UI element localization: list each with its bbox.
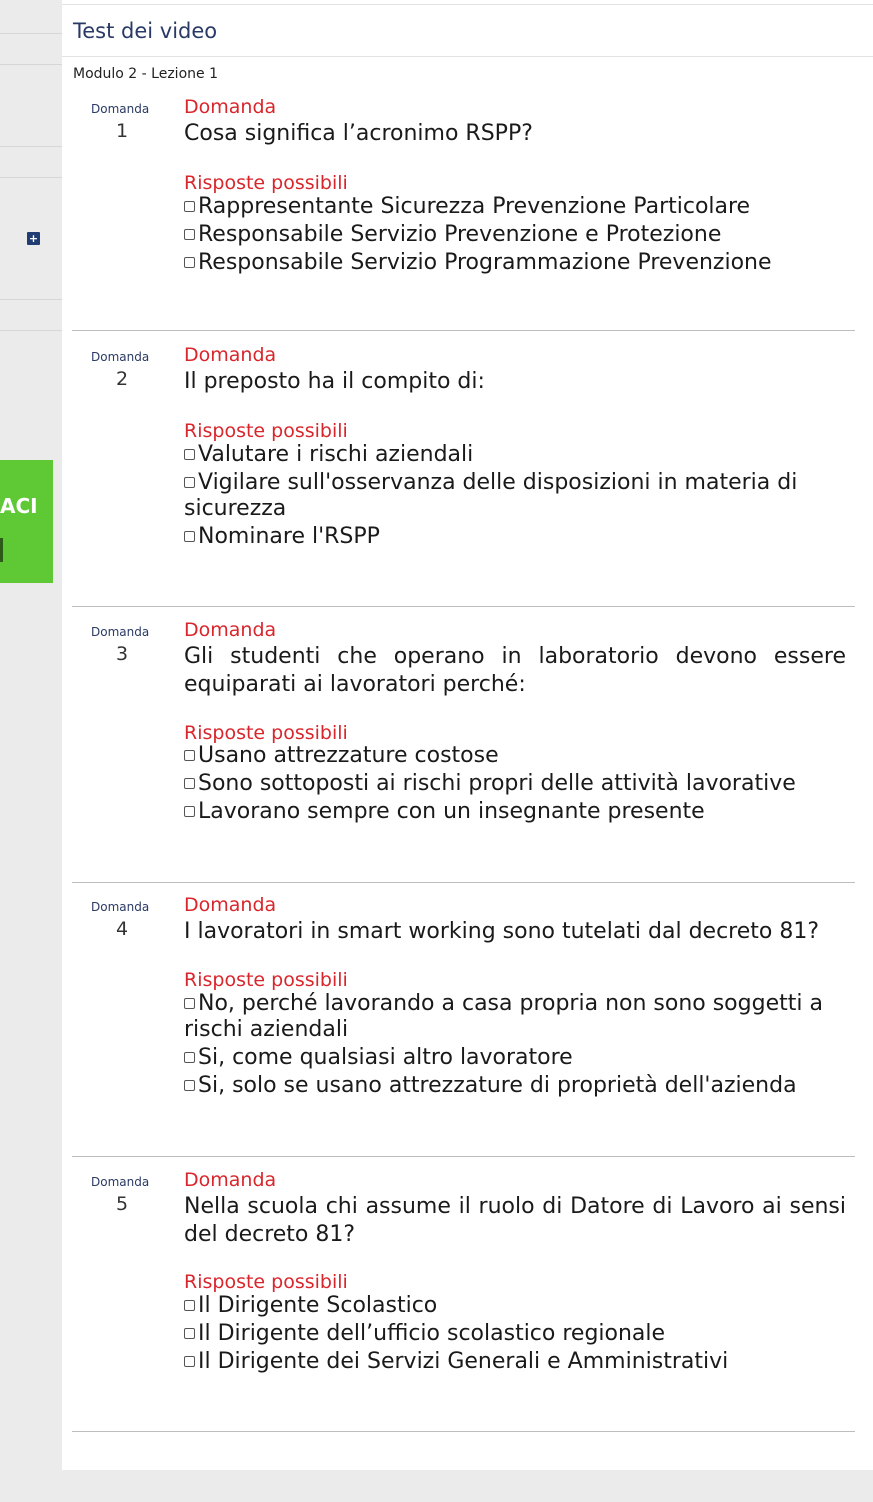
checkbox-icon[interactable] — [184, 201, 195, 212]
question-number: 5 — [116, 1193, 129, 1215]
question-text: Gli studenti che operano in laboratorio devono essere equiparati ai lavoratori perché: — [184, 644, 846, 697]
answer-option[interactable] — [184, 771, 846, 797]
question-divider — [72, 1156, 855, 1157]
question-text: Il preposto ha il compito di: — [184, 369, 485, 394]
checkbox-icon[interactable] — [184, 1356, 195, 1367]
checkbox-icon[interactable] — [184, 449, 195, 460]
quiz-panel — [62, 0, 873, 1470]
answers-label: Risposte possibili — [184, 969, 348, 991]
answer-text: Rappresentante Sicurezza Prevenzione Particolare — [198, 194, 751, 219]
sidebar-divider — [0, 64, 62, 65]
answer-text: Usano attrezzature costose — [198, 743, 499, 768]
sidebar-divider — [0, 33, 62, 34]
answer-option[interactable] — [184, 991, 846, 1043]
answer-text: Vigilare sull'osservanza delle disposizioni in materia di sicurezza — [184, 470, 798, 521]
module-label: Modulo 2 - Lezione 1 — [73, 66, 218, 82]
question-number: 4 — [116, 918, 129, 940]
checkbox-icon[interactable] — [184, 1328, 195, 1339]
answer-list — [184, 991, 846, 1101]
answer-text: Il Dirigente dell’ufficio scolastico regionale — [198, 1321, 666, 1346]
answers-label: Risposte possibili — [184, 1271, 348, 1293]
question-divider — [72, 606, 855, 607]
answer-text: Il Dirigente Scolastico — [198, 1293, 438, 1318]
answer-option[interactable] — [184, 743, 846, 769]
checkbox-icon[interactable] — [184, 806, 195, 817]
answer-option[interactable] — [184, 1073, 846, 1099]
question-tag: Domanda — [91, 900, 150, 914]
question-number: 2 — [116, 368, 129, 390]
expand-plus-icon[interactable]: + — [28, 232, 39, 245]
sidebar-divider — [0, 146, 62, 147]
sidebar-divider — [0, 177, 62, 178]
green-panel-marker — [0, 538, 3, 562]
checkbox-icon[interactable] — [184, 750, 195, 761]
sidebar-divider — [0, 299, 62, 300]
question-number: 3 — [116, 643, 129, 665]
green-panel-label: ACI — [0, 494, 38, 518]
answer-text: Si, solo se usano attrezzature di proprietà dell'azienda — [198, 1073, 797, 1098]
checkbox-icon[interactable] — [184, 477, 195, 488]
checkbox-icon[interactable] — [184, 257, 195, 268]
sidebar — [0, 0, 62, 1502]
answer-list — [184, 1293, 846, 1377]
answer-list — [184, 194, 846, 278]
answer-option[interactable] — [184, 442, 846, 468]
answer-option[interactable] — [184, 222, 846, 248]
answer-text: Responsabile Servizio Prevenzione e Protezione — [198, 222, 722, 247]
answer-option[interactable] — [184, 250, 846, 276]
question-label: Domanda — [184, 344, 277, 366]
answer-text: Nominare l'RSPP — [198, 524, 380, 549]
answer-text: Sono sottoposti ai rischi propri delle attività lavorative — [198, 771, 796, 796]
answer-text: Il Dirigente dei Servizi Generali e Amministrativi — [198, 1349, 729, 1374]
question-label: Domanda — [184, 619, 277, 641]
answer-list — [184, 743, 846, 827]
checkbox-icon[interactable] — [184, 998, 195, 1009]
answer-text: Valutare i rischi aziendali — [198, 442, 474, 467]
checkbox-icon[interactable] — [184, 778, 195, 789]
checkbox-icon[interactable] — [184, 1052, 195, 1063]
top-divider — [62, 4, 873, 5]
answer-option[interactable] — [184, 1349, 846, 1375]
question-label: Domanda — [184, 96, 277, 118]
sidebar-divider — [0, 330, 62, 331]
answer-text: Si, come qualsiasi altro lavoratore — [198, 1045, 573, 1070]
answer-list — [184, 442, 846, 552]
question-divider — [72, 330, 855, 331]
answers-label: Risposte possibili — [184, 172, 348, 194]
answer-option[interactable] — [184, 799, 846, 825]
question-tag: Domanda — [91, 1175, 150, 1189]
question-number: 1 — [116, 120, 129, 142]
question-tag: Domanda — [91, 350, 150, 364]
question-text: Nella scuola chi assume il ruolo di Datore di Lavoro ai sensi del decreto 81? — [184, 1194, 846, 1247]
question-tag: Domanda — [91, 625, 150, 639]
checkbox-icon[interactable] — [184, 1300, 195, 1311]
question-tag: Domanda — [91, 102, 150, 116]
question-label: Domanda — [184, 1169, 277, 1191]
answer-option[interactable] — [184, 194, 846, 220]
question-label: Domanda — [184, 894, 277, 916]
answer-option[interactable] — [184, 470, 846, 522]
answer-option[interactable] — [184, 1045, 846, 1071]
question-text: Cosa significa l’acronimo RSPP? — [184, 121, 533, 146]
answer-option[interactable] — [184, 1321, 846, 1347]
question-divider — [72, 1431, 855, 1432]
title-bar — [62, 14, 873, 57]
answer-text: Responsabile Servizio Programmazione Prevenzione — [198, 250, 772, 275]
answer-text: No, perché lavorando a casa propria non sono soggetti a rischi aziendali — [184, 991, 823, 1042]
answers-label: Risposte possibili — [184, 420, 348, 442]
question-divider — [72, 882, 855, 883]
answer-option[interactable] — [184, 524, 846, 550]
answer-text: Lavorano sempre con un insegnante presente — [198, 799, 705, 824]
checkbox-icon[interactable] — [184, 1080, 195, 1091]
page-title: Test dei video — [73, 19, 218, 43]
checkbox-icon[interactable] — [184, 229, 195, 240]
answers-label: Risposte possibili — [184, 722, 348, 744]
answer-option[interactable] — [184, 1293, 846, 1319]
green-action-panel[interactable] — [0, 460, 53, 583]
checkbox-icon[interactable] — [184, 531, 195, 542]
question-text: I lavoratori in smart working sono tutelati dal decreto 81? — [184, 919, 820, 944]
